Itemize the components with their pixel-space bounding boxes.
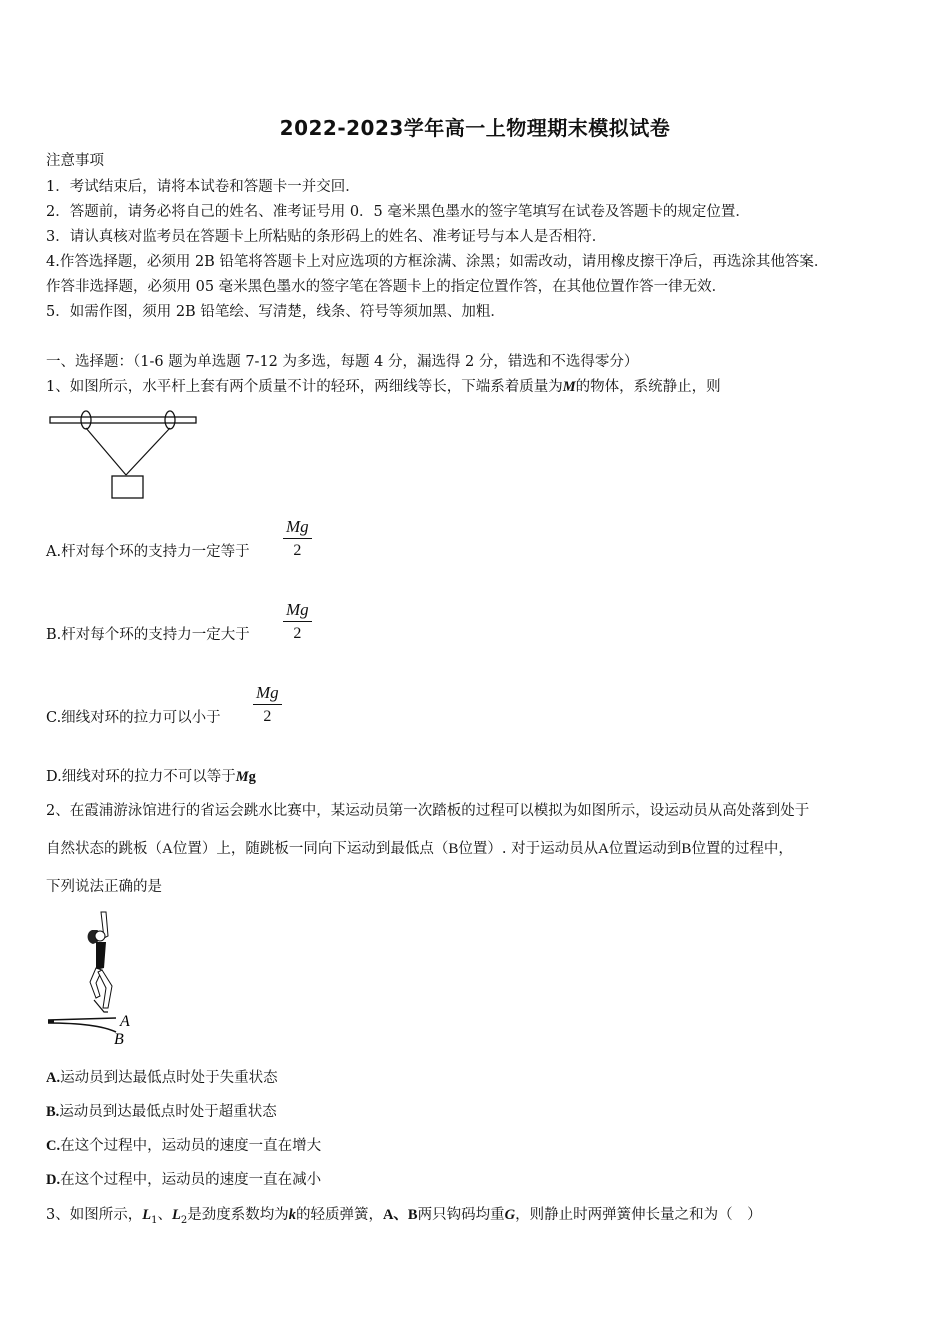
q2-pos-b: B — [448, 841, 459, 857]
notice-item-5: 5．如需作图，须用 2B 铅笔绘、写清楚，线条、符号等须加黑、加粗． — [46, 304, 505, 320]
q2-text: 位置运动到 — [608, 841, 682, 857]
q1-figure — [46, 408, 202, 504]
q3-sub: 2 — [180, 1214, 188, 1226]
q2-pos-a: A — [162, 841, 173, 857]
q1-option-d-mass: M — [235, 769, 249, 785]
option-text: 运动员到达最低点时处于超重状态 — [59, 1104, 277, 1120]
notice-item-1: 1．考试结束后，请将本试卷和答题卡一并交回． — [46, 179, 360, 195]
diver-head — [95, 931, 105, 941]
q3-spring-l2: L — [171, 1207, 181, 1223]
q3-text: 两只钩码均重 — [417, 1207, 505, 1223]
q2-text: 位置）. 对于运动员从 — [458, 841, 599, 857]
notice-item-4-cont: 作答非选择题，必须用 05 毫米黑色墨水的签字笔在答题卡上的指定位置作答，在其他位置作答一律无效． — [46, 279, 727, 295]
section-heading: 一、选择题：（1-6 题为单选题 7-12 为多选，每题 4 分，漏选得 2 分，错选和不选得零分） — [46, 354, 639, 370]
fraction-denominator: 2 — [293, 542, 302, 559]
fraction-denominator: 2 — [263, 708, 272, 725]
question-3-stem — [46, 1205, 762, 1231]
option-text: 运动员到达最低点时处于失重状态 — [60, 1070, 278, 1086]
q1-option-d-text: D.细线对环的拉力不可以等于 — [46, 769, 236, 785]
page-title: 2022-2023学年高一上物理期末模拟试卷 — [279, 116, 671, 140]
notice-heading: 注意事项 — [46, 153, 104, 169]
q1-option-b: B.杆对每个环的支持力一定大于 — [46, 627, 250, 643]
q3-text: 是劲度系数均为 — [187, 1207, 289, 1223]
q1-rod — [50, 417, 196, 423]
q1-string-right — [126, 428, 170, 475]
notice-item-4: 4.作答选择题，必须用 2B 铅笔将答题卡上对应选项的方框涂满、涂黑；如需改动，请用橡皮擦干净后，再选涂其他答案． — [46, 254, 829, 270]
q2-pos-a: A — [598, 841, 609, 857]
q2-option-a — [46, 1068, 278, 1088]
notice-item-2: 2．答题前，请务必将自己的姓名、准考证号用 0．5 毫米黑色墨水的签字笔填写在试卷及答题卡的规定位置． — [46, 204, 750, 220]
question-1-stem — [46, 377, 721, 397]
fraction-numerator: Mg — [253, 682, 282, 705]
diver-leg-right — [98, 970, 112, 1008]
q3-text: 的轻质弹簧， — [295, 1207, 383, 1223]
q2-figure — [46, 908, 146, 1050]
q3-k: k — [288, 1207, 296, 1223]
question-2-line-1: 2、在霞浦游泳馆进行的省运会跳水比赛中，某运动员第一次踏板的过程可以模拟为如图所示，设运动员从高处落到处于 — [46, 803, 810, 819]
option-key: C. — [46, 1138, 61, 1154]
fig-label-a: A — [120, 1013, 130, 1030]
q3-text: 、 — [157, 1207, 172, 1223]
question-2-line-2 — [46, 839, 793, 859]
notice-item-3: 3．请认真核对监考员在答题卡上所粘贴的条形码上的姓名、准考证号与本人是否相符． — [46, 229, 607, 245]
q2-option-b — [46, 1102, 277, 1122]
diver-torso — [96, 942, 106, 970]
q1-option-c: C.细线对环的拉力可以小于 — [46, 710, 221, 726]
option-text: 在这个过程中，运动员的速度一直在减小 — [60, 1172, 322, 1188]
q3-ab: A、B — [382, 1207, 418, 1223]
q1-option-d — [46, 767, 256, 787]
q2-text: 位置）上，随跳板一同向下运动到最低点（ — [172, 841, 449, 857]
q3-text: ，则静止时两弹簧伸长量之和为（ ） — [515, 1207, 762, 1223]
q1-mass-block — [112, 476, 143, 498]
q3-text: 3、如图所示， — [46, 1207, 143, 1223]
q1-string-left — [86, 428, 126, 475]
fig-label-b: B — [114, 1031, 124, 1048]
springboard-a — [48, 1018, 116, 1020]
q3-sub: 1 — [151, 1214, 158, 1226]
option-text: 在这个过程中，运动员的速度一直在增大 — [60, 1138, 322, 1154]
q2-pos-b: B — [681, 841, 692, 857]
springboard-b — [48, 1023, 116, 1032]
q1-option-b-fraction — [283, 599, 312, 646]
q3-g: G — [504, 1207, 516, 1223]
q1-stem-text-b: 的物体，系统静止，则 — [575, 379, 721, 395]
q1-option-c-fraction — [253, 682, 282, 729]
q2-text: 位置的过程中， — [691, 841, 793, 857]
fraction-numerator: Mg — [283, 599, 312, 622]
q2-option-d — [46, 1170, 321, 1190]
q1-stem-mass: M — [562, 379, 576, 395]
option-key: A. — [46, 1070, 61, 1086]
fraction-numerator: Mg — [283, 516, 312, 539]
q1-stem-text-a: 1、如图所示，水平杆上套有两个质量不计的轻环，两细线等长，下端系着质量为 — [46, 379, 563, 395]
option-key: B. — [46, 1104, 60, 1120]
q1-option-a-fraction — [283, 516, 312, 563]
fraction-denominator: 2 — [293, 625, 302, 642]
q2-option-c — [46, 1136, 321, 1156]
q3-spring-l1: L — [142, 1207, 152, 1223]
option-key: D. — [46, 1172, 61, 1188]
question-2-line-3: 下列说法正确的是 — [46, 879, 162, 895]
q1-option-a: A.杆对每个环的支持力一定等于 — [46, 544, 250, 560]
q1-option-d-g: g — [248, 769, 256, 785]
q2-text: 自然状态的跳板（ — [46, 841, 162, 857]
